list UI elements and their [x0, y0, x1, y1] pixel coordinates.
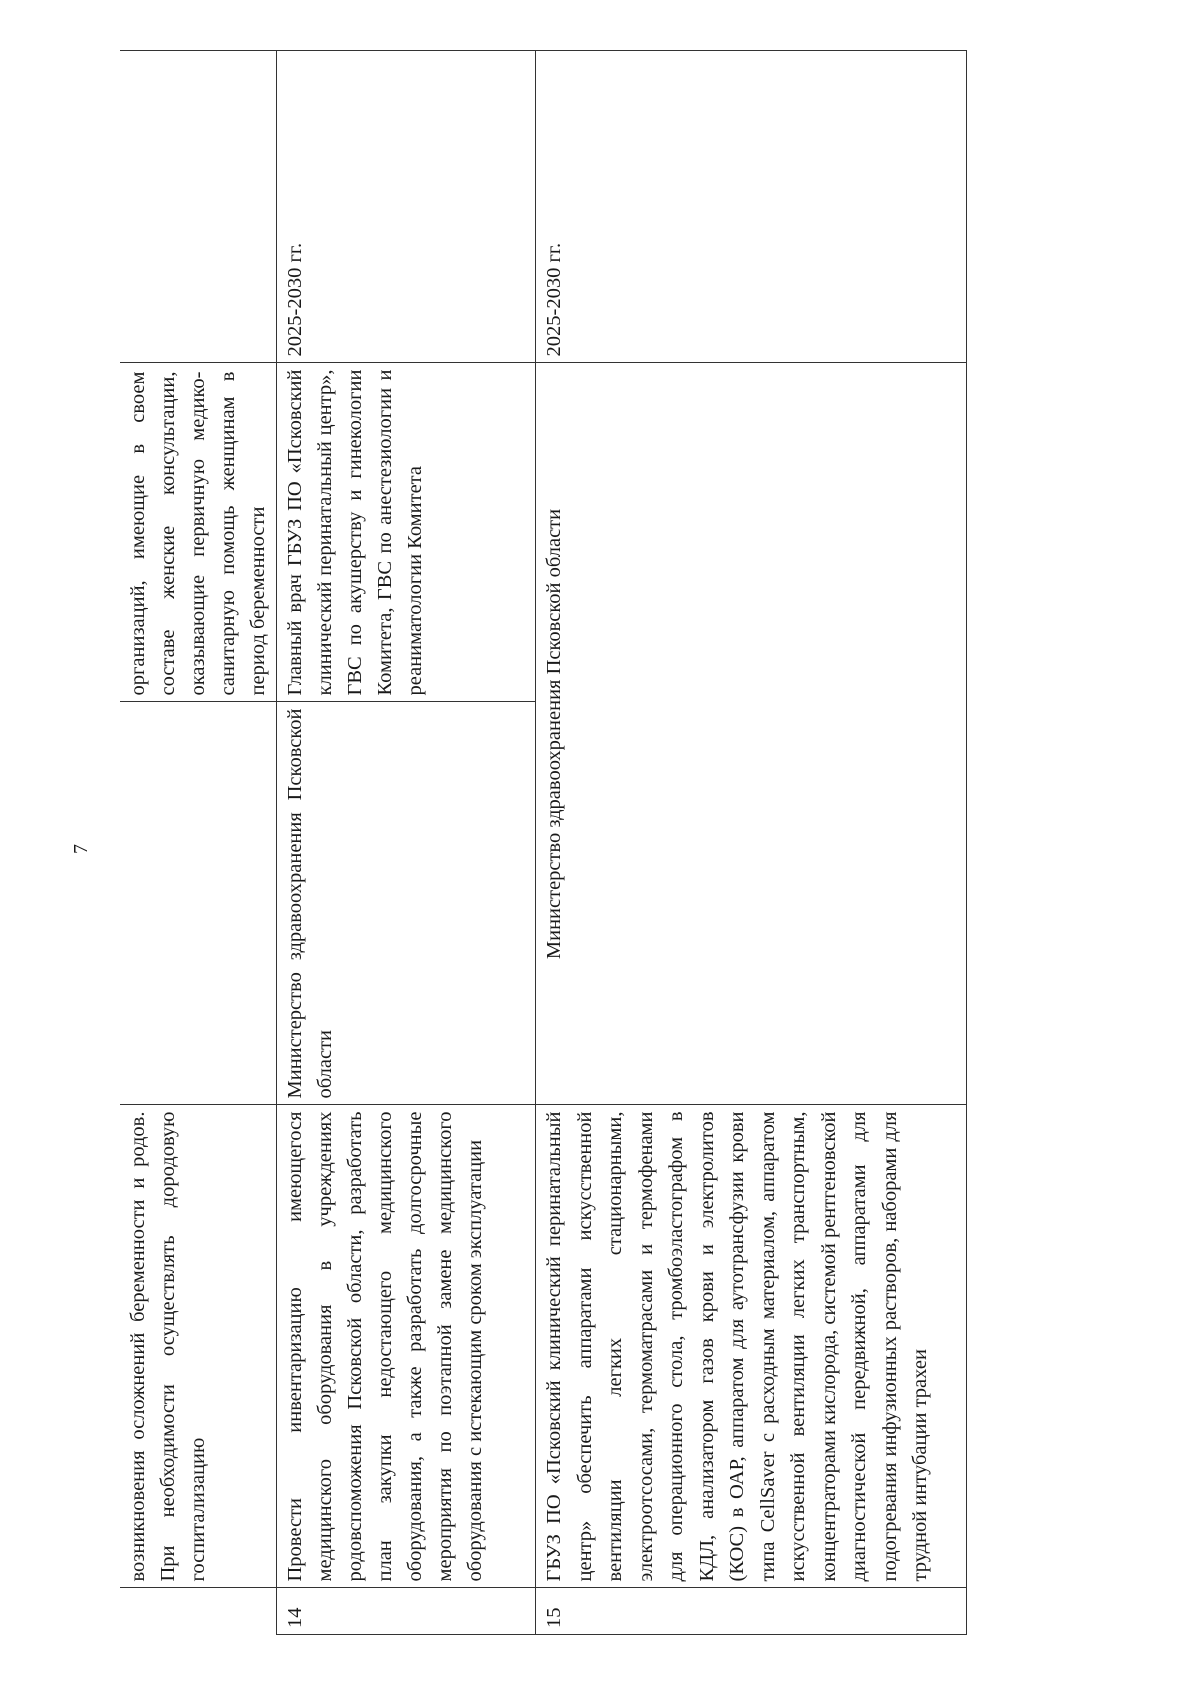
- action-cell: Провести инвентаризацию имеющегося медицинского оборудования в учреждениях родовспоможения Псковской области, разработать план закупки недостающего медицинского оборудования, а также разработать долгосрочные мероприятия по поэтапной замене медицинского оборудования с истекающим сроком эксплуатации: [277, 1105, 536, 1588]
- term-cell: [120, 51, 277, 364]
- action-cell: ГБУЗ ПО «Псковский клинический перинатальный центр» обеспечить аппаратами искусственной вентиляции легких стационарными, электроотсосами, термоматрасами и термофенами для операционного стола, тромбоэластографом в КДЛ, анализатором газов крови и электролитов (КОС) в ОАР, аппаратом для аутотрансфузии крови типа CellSaver с расходным материалом, аппаратом искусственной вентиляции легких транспортным, концентраторами кислорода, системой рентгеновской диагностической передвижной, аппаратами для подогревания инфузионных растворов, наборами для трудной интубации трахеи: [536, 1105, 967, 1588]
- page-number: 7: [70, 844, 92, 854]
- table-row: [120, 51, 277, 1635]
- responsible-cell: [120, 702, 277, 1105]
- row-number-cell: 14: [277, 1588, 536, 1635]
- row-number-cell: 15: [536, 1588, 967, 1635]
- table-row: [277, 51, 536, 1635]
- action-cell: возникновения осложнений беременности и родов. При необходимости осуществлять дородовую госпитализацию: [120, 1105, 277, 1588]
- term-cell: 2025-2030 гг.: [536, 51, 967, 364]
- merged-cell-text: Министерство здравоохранения Псковской области: [543, 508, 565, 960]
- row-number-cell: [120, 1588, 277, 1635]
- term-cell: 2025-2030 гг.: [277, 51, 536, 364]
- measures-table: [120, 50, 967, 1635]
- table-row: [536, 51, 967, 1635]
- responsible-executor-merged-cell: [536, 363, 967, 1105]
- executor-cell: организаций, имеющие в своем составе женские консультации, оказывающие первичную медико-санитарную помощь женщинам в период беременности: [120, 363, 277, 702]
- executor-cell: Главный врач ГБУЗ ПО «Псковский клинический перинатальный центр», ГВС по акушерству и гинекологии Комитета, ГВС по анестезиологии и реаниматологии Комитета: [277, 363, 536, 702]
- responsible-cell: Министерство здравоохранения Псковской области: [277, 702, 536, 1105]
